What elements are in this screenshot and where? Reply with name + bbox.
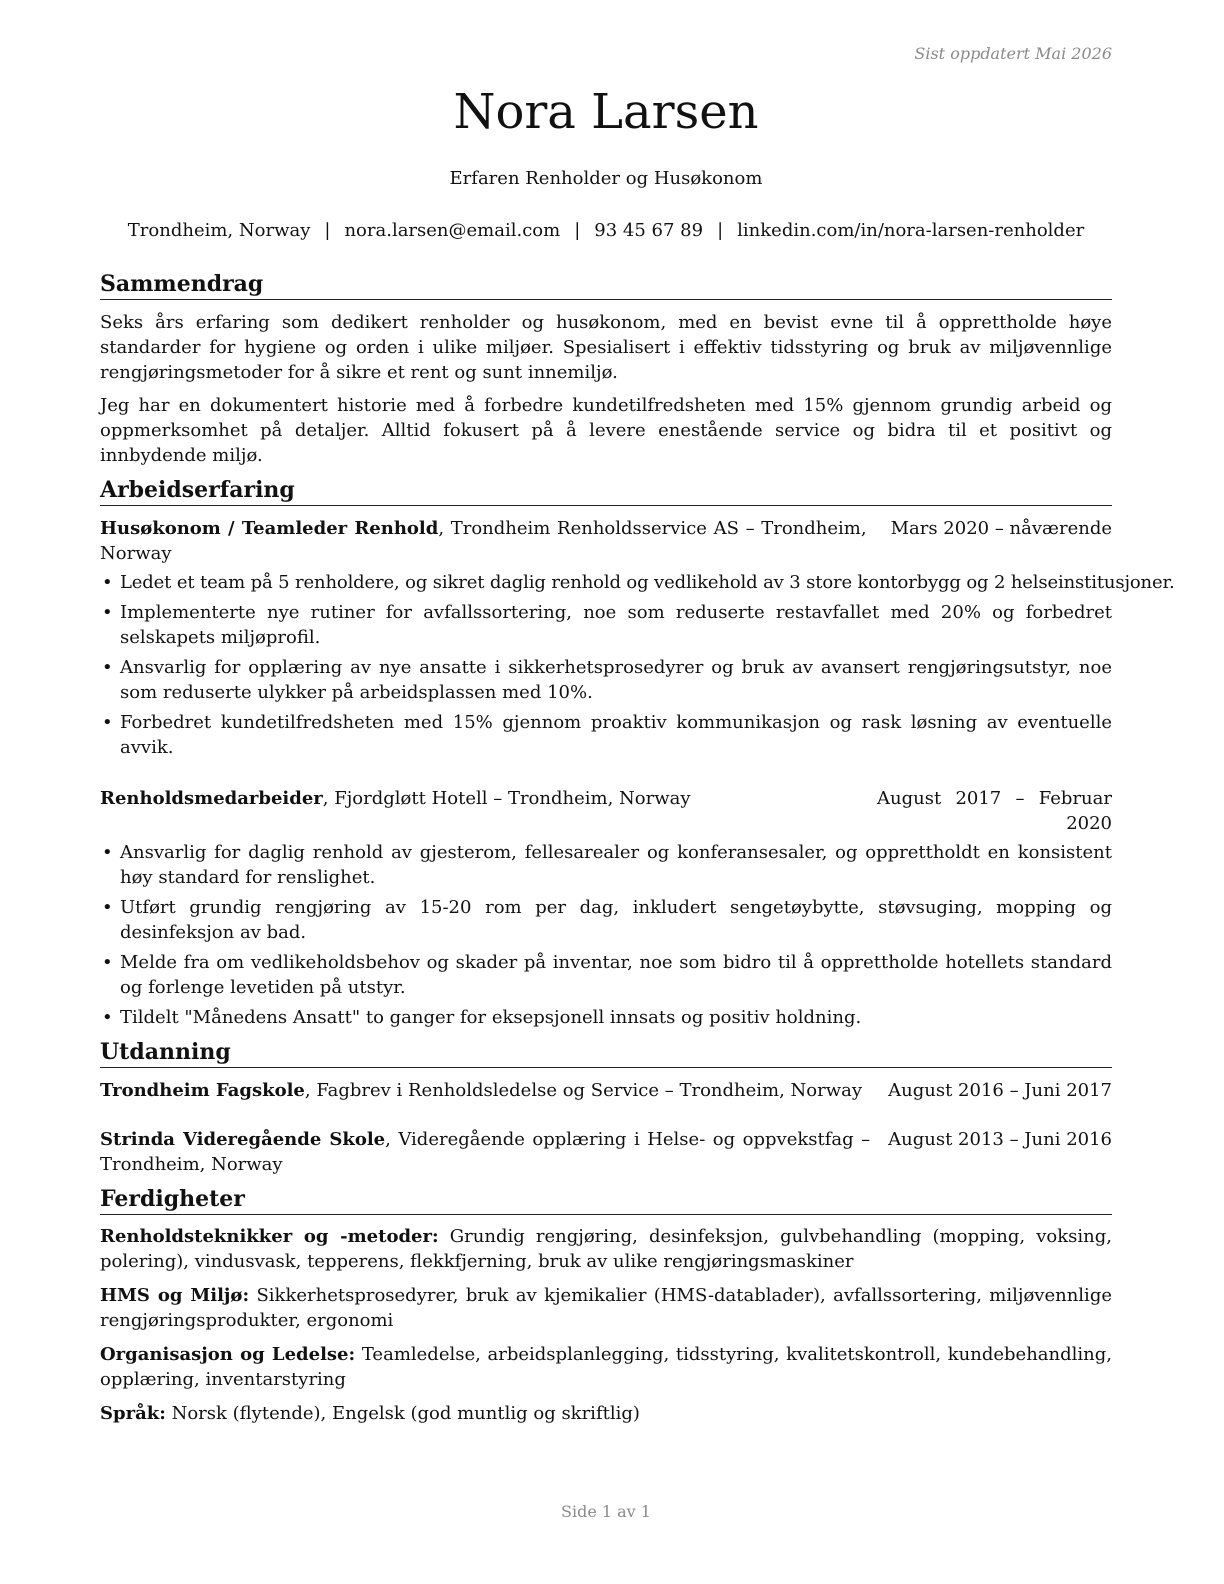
section-title-experience: Arbeidserfaring bbox=[100, 476, 1112, 506]
job-header bbox=[100, 516, 1112, 566]
education-entry bbox=[100, 1078, 1112, 1103]
summary-section bbox=[100, 270, 1112, 468]
resume-page bbox=[100, 0, 1175, 1584]
education-school: Strinda Videregående Skole bbox=[100, 1129, 386, 1150]
education-school: Trondheim Fagskole bbox=[100, 1080, 305, 1101]
skill-label: Språk: bbox=[100, 1403, 166, 1424]
job-entry bbox=[100, 786, 1112, 1030]
education-dates: August 2016 – Juni 2017 bbox=[888, 1080, 1112, 1101]
contact-separator: | bbox=[324, 220, 331, 241]
job-title-line bbox=[100, 516, 867, 566]
job-bullet: • Implementerte nye rutiner for avfallssortering, noe som reduserte restavfallet med 20% og forbedret selskapets miljøprofil. bbox=[100, 600, 1112, 650]
education-section bbox=[100, 1038, 1112, 1177]
skill-text: Norsk (flytende), Engelsk (god muntlig og skriftlig) bbox=[165, 1403, 640, 1424]
job-bullet: • Ledet et team på 5 renholdere, og sikret daglig renhold og vedlikehold av 3 store kontorbygg og 2 helseinstitusjoner. bbox=[100, 570, 1112, 595]
job-bullet: • Tildelt "Månedens Ansatt" to ganger for eksepsjonell innsats og positiv holdning. bbox=[100, 1005, 1112, 1030]
skill-label: HMS og Miljø: bbox=[100, 1285, 250, 1306]
education-line bbox=[100, 1127, 870, 1177]
contact-separator: | bbox=[574, 220, 581, 241]
job-bullet: • Ansvarlig for daglig renhold av gjesterom, fellesarealer og konferansesaler, og opprettholdt en konsistent høy standard for renslighet. bbox=[100, 840, 1112, 890]
job-dates: Mars 2020 – nåværende bbox=[890, 518, 1112, 539]
job-role: Renholdsmedarbeider bbox=[100, 788, 323, 809]
candidate-name: Nora Larsen bbox=[453, 84, 759, 140]
contact-email[interactable]: nora.larsen@email.com bbox=[344, 220, 561, 241]
summary-paragraph: Jeg har en dokumentert historie med å forbedre kundetilfredsheten med 15% gjennom grundig arbeid og oppmerksomhet på detaljer. Alltid fokusert på å levere enestående service og bidra til et positivt og innbydende miljø. bbox=[100, 395, 1112, 466]
education-detail: , Fagbrev i Renholdsledelse og Service – Trondheim, Norway bbox=[304, 1080, 863, 1101]
section-title-skills: Ferdigheter bbox=[100, 1185, 1112, 1215]
skill-text: Grundig rengjøring, desinfeksjon, gulvbehandling (mopping, voksing, polering), vindusvask, tepperens, flekkfjerning, bruk av ulike rengjøringsmaskiner bbox=[100, 1226, 1112, 1272]
skills-section bbox=[100, 1185, 1112, 1426]
education-entry bbox=[100, 1127, 1112, 1177]
job-org: , Fjordgløtt Hotell – Trondheim, Norway bbox=[322, 788, 691, 809]
resume-body bbox=[100, 270, 1175, 1434]
contact-linkedin[interactable]: linkedin.com/in/nora-larsen-renholder bbox=[737, 220, 1085, 241]
contact-location: Trondheim, Norway bbox=[127, 220, 311, 241]
skill-line bbox=[100, 1401, 1112, 1426]
job-bullet: • Utført grundig rengjøring av 15-20 rom per dag, inkludert sengetøybytte, støvsuging, mopping og desinfeksjon av bad. bbox=[100, 895, 1112, 945]
job-title-line bbox=[100, 786, 853, 811]
page-number: Side 1 av 1 bbox=[561, 1502, 651, 1521]
summary-paragraph: Seks års erfaring som dedikert renholder og husøkonom, med en bevist evne til å opprettholde høye standarder for hygiene og orden i ulike miljøer. Spesialisert i effektiv tidsstyring og bruk av miljøvennlige rengjøringsmetoder for å sikre et rent og sunt innemiljø. bbox=[100, 312, 1112, 383]
job-bullet: • Ansvarlig for opplæring av nye ansatte i sikkerhetsprosedyrer og bruk av avansert rengjøringsutstyr, noe som reduserte ulykker på arbeidsplassen med 10%. bbox=[100, 655, 1112, 705]
skill-text: Sikkerhetsprosedyrer, bruk av kjemikalier (HMS-datablader), avfallssortering, miljøvennlige rengjøringsprodukter, ergonomi bbox=[100, 1285, 1112, 1331]
skill-line bbox=[100, 1342, 1112, 1392]
job-bullets bbox=[100, 840, 1112, 1030]
skill-text: Teamledelse, arbeidsplanlegging, tidsstyring, kvalitetskontroll, kundebehandling, opplæring, inventarstyring bbox=[100, 1344, 1112, 1390]
job-bullet: • Melde fra om vedlikeholdsbehov og skader på inventar, noe som bidro til å opprettholde hotellets standard og forlenge levetiden på utstyr. bbox=[100, 950, 1112, 1000]
job-header bbox=[100, 786, 1112, 836]
job-org: , Trondheim Renholdsservice AS – Trondheim, Norway bbox=[100, 518, 867, 564]
last-updated: Sist oppdatert Mai 2026 bbox=[914, 44, 1112, 63]
job-bullet: • Forbedret kundetilfredsheten med 15% gjennom proaktiv kommunikasjon og rask løsning av eventuelle avvik. bbox=[100, 710, 1112, 760]
skill-line bbox=[100, 1224, 1112, 1274]
education-detail: , Videregående opplæring i Helse- og oppvekstfag – Trondheim, Norway bbox=[100, 1129, 871, 1175]
job-entry bbox=[100, 516, 1175, 760]
section-title-summary: Sammendrag bbox=[100, 270, 1112, 300]
section-title-education: Utdanning bbox=[100, 1038, 1112, 1068]
job-bullets bbox=[100, 570, 1175, 760]
skill-label: Organisasjon og Ledelse: bbox=[100, 1344, 356, 1365]
job-dates: August 2017 – Februar 2020 bbox=[877, 788, 1112, 834]
education-dates: August 2013 – Juni 2016 bbox=[888, 1129, 1112, 1150]
education-line bbox=[100, 1078, 870, 1103]
contact-separator: | bbox=[717, 220, 724, 241]
skill-line bbox=[100, 1283, 1112, 1333]
candidate-tagline: Erfaren Renholder og Husøkonom bbox=[449, 168, 763, 189]
experience-section bbox=[100, 476, 1175, 1030]
job-role: Husøkonom / Teamleder Renhold bbox=[100, 518, 439, 539]
contact-phone: 93 45 67 89 bbox=[594, 220, 704, 241]
contact-line bbox=[100, 220, 1112, 241]
skill-label: Renholdsteknikker og -metoder: bbox=[100, 1226, 439, 1247]
